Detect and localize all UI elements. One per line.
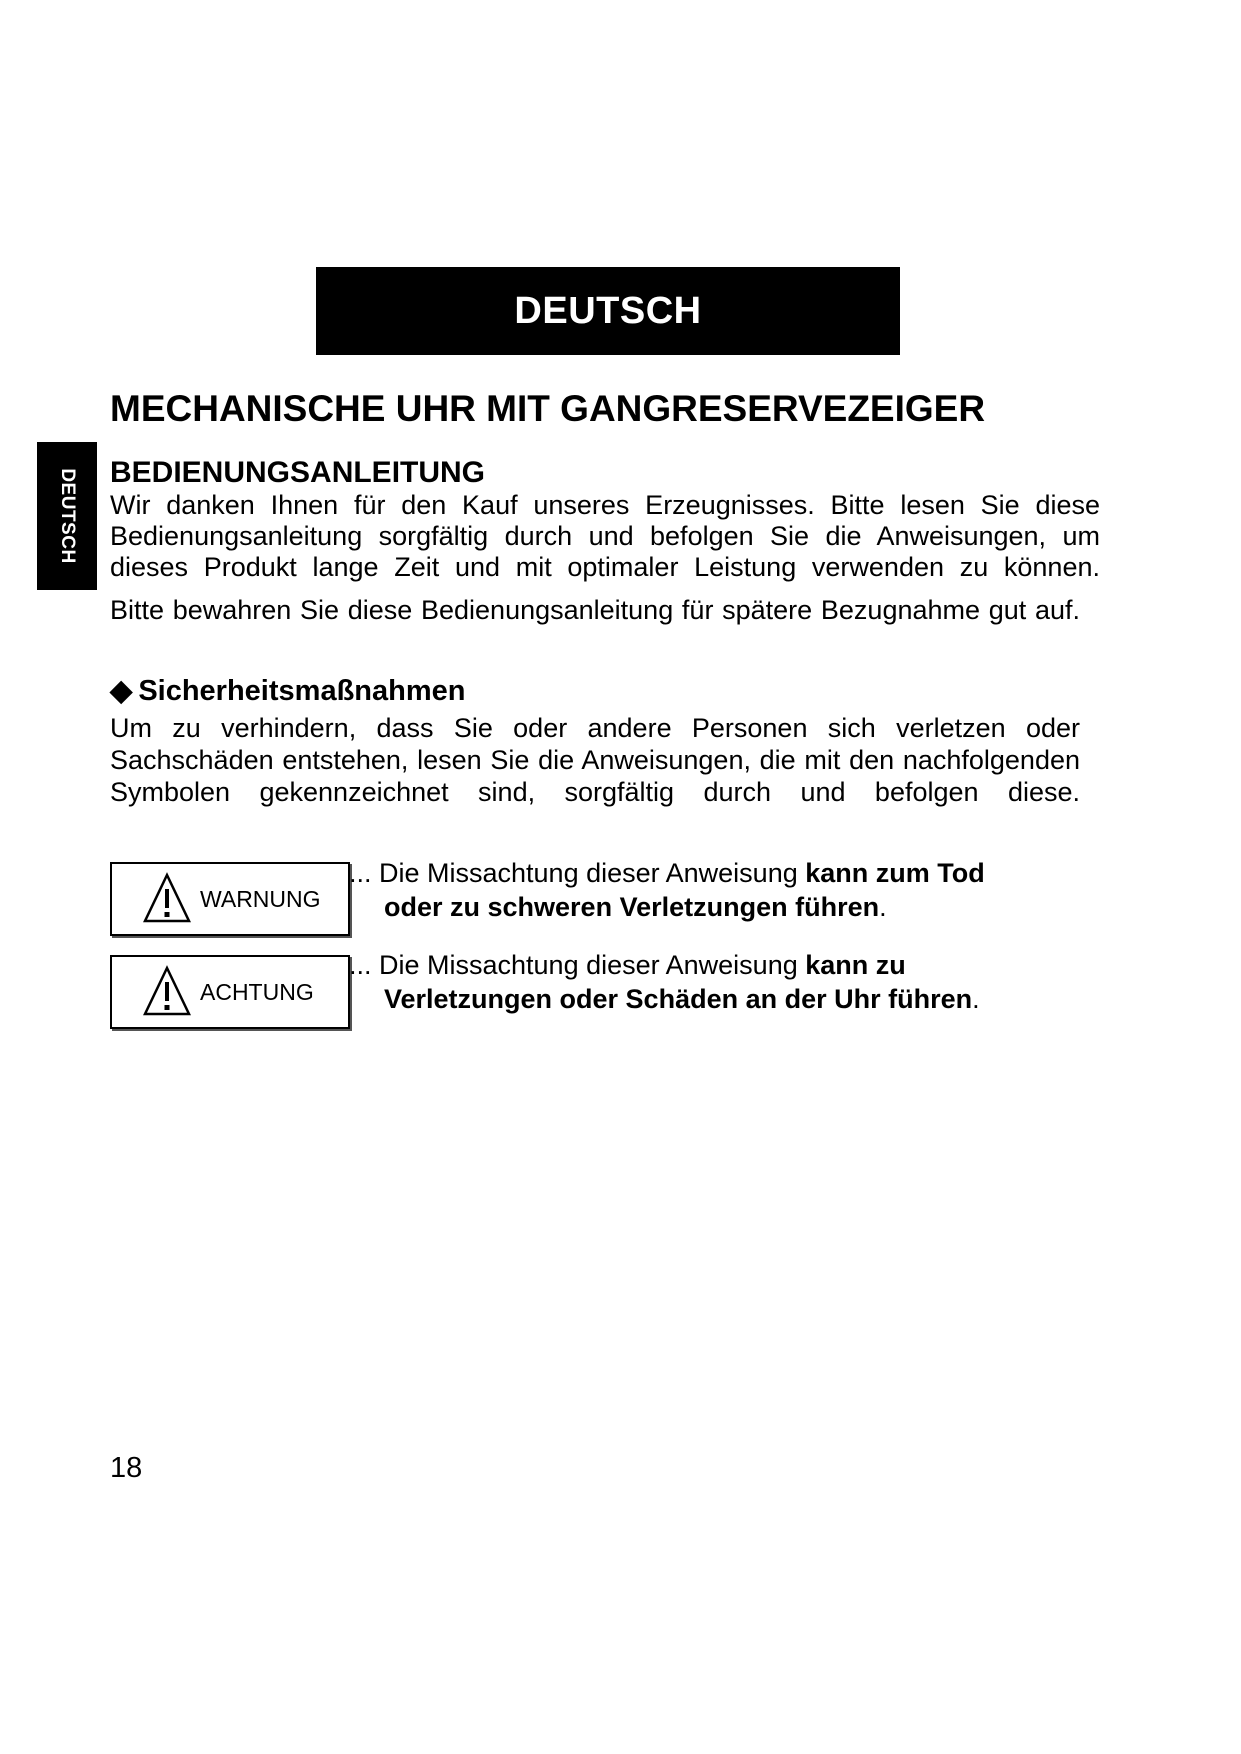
page-title: MECHANISCHE UHR MIT GANGRESERVEZEIGER bbox=[110, 388, 986, 429]
warning-bold-line1: kann zum Tod bbox=[805, 858, 985, 888]
diamond-bullet-icon: ◆ bbox=[110, 675, 133, 707]
warning-description bbox=[349, 856, 985, 924]
warning-bold-line2: oder zu schweren Verletzungen führen bbox=[384, 892, 880, 922]
page-subtitle: BEDIENUNGSANLEITUNG bbox=[110, 456, 486, 489]
side-language-tab bbox=[37, 442, 97, 590]
caution-symbol-box bbox=[110, 955, 350, 1029]
warning-label: WARNUNG bbox=[200, 886, 321, 912]
warning-triangle-icon bbox=[142, 965, 192, 1017]
caution-bold-line1: kann zu bbox=[805, 950, 906, 980]
caution-bold-line2: Verletzungen oder Schäden an der Uhr führen bbox=[384, 984, 973, 1014]
intro-paragraph-2: Bitte bewahren Sie diese Bedienungsanleitung für spätere Bezugnahme gut auf. bbox=[110, 595, 1080, 625]
safety-heading bbox=[110, 673, 465, 708]
warning-prefix: ... Die Missachtung dieser Anweisung bbox=[349, 858, 806, 888]
caution-prefix: ... Die Missachtung dieser Anweisung bbox=[349, 950, 806, 980]
page-number: 18 bbox=[110, 1452, 143, 1484]
language-banner bbox=[316, 267, 900, 355]
safety-paragraph: Um zu verhindern, dass Sie oder andere Personen sich verletzen oder Sachschäden entstehen, lesen Sie die Anweisungen, die mit den nachfolgenden Symbolen gekennzeichnet sind, sorgfältig durch und befolgen diese. bbox=[110, 713, 1080, 807]
caution-suffix: . bbox=[972, 984, 980, 1014]
warning-suffix: . bbox=[879, 892, 887, 922]
warning-symbol-box bbox=[110, 862, 350, 936]
intro-paragraph-1: Wir danken Ihnen für den Kauf unseres Erzeugnisses. Bitte lesen Sie diese Bedienungsanleitung sorgfältig durch und befolgen Sie die Anweisungen, um dieses Produkt lange Zeit und mit optimaler Leistung verwenden zu können. bbox=[110, 490, 1100, 582]
side-language-tab-label: DEUTSCH bbox=[57, 468, 78, 564]
caution-label: ACHTUNG bbox=[200, 979, 314, 1005]
language-banner-label: DEUTSCH bbox=[514, 289, 702, 332]
warning-triangle-icon bbox=[142, 872, 192, 924]
safety-heading-label: Sicherheitsmaßnahmen bbox=[138, 675, 466, 707]
caution-description bbox=[349, 948, 980, 1016]
